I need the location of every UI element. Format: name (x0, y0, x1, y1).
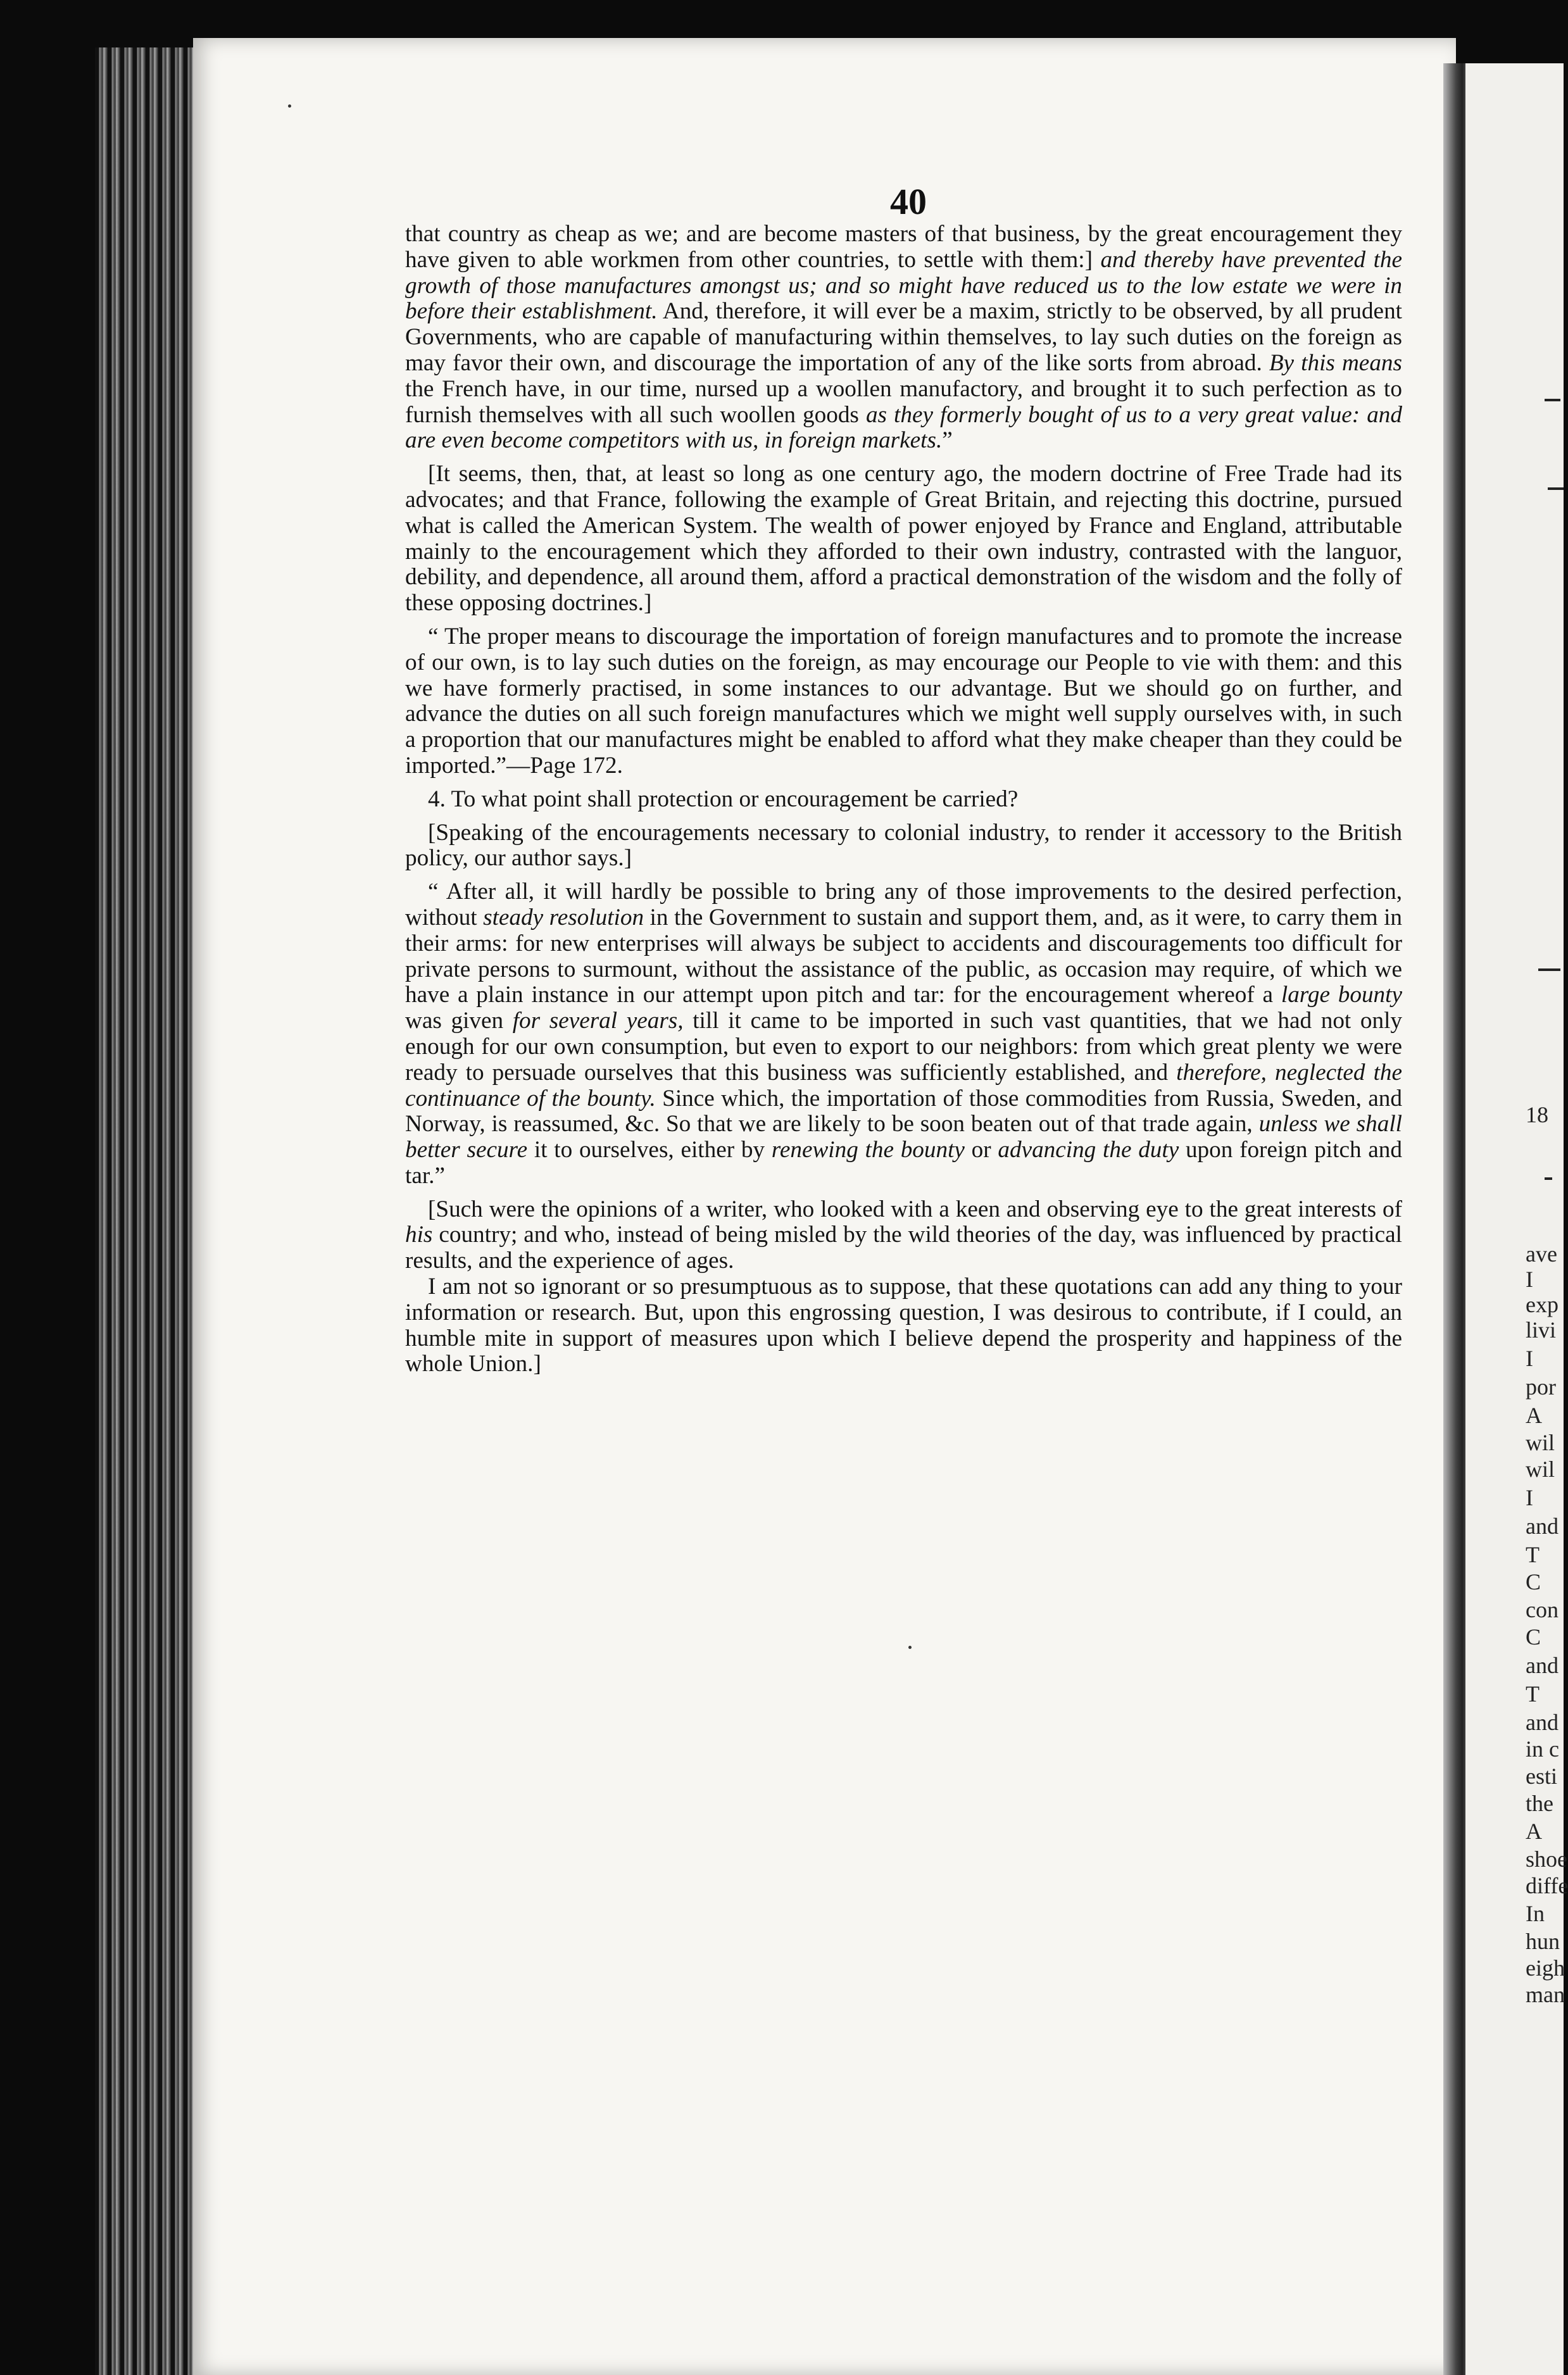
italic-text-segment: renewing the bounty (771, 1137, 965, 1163)
ink-speck (908, 1646, 912, 1649)
adjacent-page-fragment: T (1526, 1542, 1540, 1567)
italic-text-segment: large bounty (1281, 982, 1402, 1008)
page-number: 40 (890, 181, 927, 222)
adjacent-page-mark (1545, 1177, 1552, 1180)
text-segment: in the Government to sustain and support them, and, as it were, to carry them in their arms: for new enterprises will always be subject to accidents and discouragements too difficult for private persons to surmount, without the assistance of the public, as occasion may require, of which we have a plain instance in our attempt upon pitch and tar: for the encouragement whereof a (405, 904, 1402, 1008)
adjacent-page-edge (1465, 63, 1564, 2375)
adjacent-page-fragment: I (1526, 1485, 1533, 1510)
adjacent-page-fragment: wil (1526, 1430, 1555, 1455)
adjacent-page-mark (1545, 399, 1560, 401)
adjacent-page-fragment: the (1526, 1791, 1553, 1816)
adjacent-page-fragment: in c (1526, 1736, 1559, 1762)
adjacent-page-fragment: por (1526, 1374, 1556, 1400)
italic-text-segment: his (405, 1222, 433, 1248)
adjacent-page-fragment: diffe (1526, 1873, 1568, 1898)
italic-text-segment: as they formerly bought of us to a very great value: and are even become competitors with us, in foreign markets. (405, 401, 1402, 454)
adjacent-page-fragment: I (1526, 1346, 1533, 1371)
adjacent-page-fragment: con (1526, 1597, 1559, 1622)
adjacent-page-fragment: and (1526, 1653, 1559, 1678)
text-segment: “ After all, it will hardly be possible to bring any of those improvements to the desired perfection, without (405, 879, 1402, 931)
adjacent-page-fragment: T (1526, 1681, 1540, 1707)
adjacent-page-mark (1538, 968, 1560, 971)
adjacent-page-fragment: C (1526, 1624, 1541, 1650)
text-segment: country; and who, instead of being misled by the wild theories of the day, was influenced by practical results, and the experience of ages. (405, 1222, 1402, 1274)
adjacent-page-fragment: and (1526, 1710, 1559, 1735)
italic-text-segment: and thereby have prevented the growth of those manufactures amongst us; and so might have reduced us to the low estate we were in before their establishment. (405, 246, 1403, 325)
adjacent-page-fragment: A (1526, 1403, 1542, 1428)
adjacent-page-fragment: man (1526, 1982, 1565, 2007)
italic-text-segment: for several years, (512, 1008, 684, 1034)
text-segment: [Speaking of the encouragements necessary to colonial industry, to render it accessory to the British policy, our author says.] (405, 819, 1402, 872)
italic-text-segment: By this means (1269, 349, 1402, 376)
adjacent-page-fragment: I (1526, 1267, 1533, 1292)
italic-text-segment: therefore, neglected the continuance of the bounty. (405, 1059, 1403, 1112)
paragraph-p8 (405, 1274, 1402, 1377)
adjacent-page-fragment: esti (1526, 1764, 1557, 1789)
adjacent-page-fragment: livi (1526, 1317, 1557, 1343)
text-segment: And, therefore, it will ever be a maxim, strictly to be observed, by all prudent Governments, who are capable of manufacturing within themselves, to lay such duties on the foreign as may favor their own, and discourage the importation of any of the like sorts from abroad. (405, 298, 1402, 376)
adjacent-page-fragment: 18 (1526, 1102, 1548, 1127)
text-segment: was given (405, 1008, 513, 1034)
text-segment: the French have, in our time, nursed up a woollen manufactory, and brought it to such perfection as to furnish themselves with all such woollen goods (405, 375, 1402, 428)
italic-text-segment: steady resolution (483, 904, 644, 931)
page-text-body (405, 222, 1402, 1385)
text-segment: [Such were the opinions of a writer, who looked with a keen and observing eye to the great interests of (428, 1196, 1402, 1222)
adjacent-page-fragment: eigh (1526, 1955, 1565, 1981)
adjacent-page-fragment: C (1526, 1569, 1541, 1595)
text-segment: Since which, the importation of those commodities from Russia, Sweden, and Norway, is reassumed, &c. So that we are likely to be soon beaten out of that trade again, (405, 1085, 1402, 1137)
paragraph-p2 (405, 461, 1402, 617)
paragraph-p3 (405, 624, 1402, 779)
adjacent-page-fragment: wil (1526, 1457, 1555, 1482)
paragraph-p7 (405, 1197, 1402, 1274)
text-segment: upon foreign pitch and tar.” (405, 1137, 1402, 1189)
italic-text-segment: advancing the duty (998, 1137, 1179, 1163)
paragraph-p6 (405, 879, 1402, 1189)
adjacent-page-mark (1548, 487, 1564, 490)
text-segment: or (964, 1137, 998, 1163)
text-segment: till it came to be imported in such vast quantities, that we had not only enough for our own consumption, but even to export to our neighbors: from which great plenty we were ready to persuade ourselves that this business was sufficiently established, and (405, 1008, 1402, 1086)
text-segment: 4. To what point shall protection or encouragement be carried? (428, 786, 1019, 812)
italic-text-segment: unless we shall better secure (405, 1111, 1402, 1163)
adjacent-page-fragment: A (1526, 1819, 1542, 1844)
book-binding-edge (95, 47, 203, 2375)
paragraph-p5 (405, 820, 1402, 872)
paragraph-p4 (405, 787, 1402, 813)
text-segment: that country as cheap as we; and are become masters of that business, by the great encouragement they have given to able workmen from other countries, to settle with them:] (405, 221, 1402, 273)
ink-speck (288, 104, 291, 108)
adjacent-page-fragment: shoe (1526, 1846, 1567, 1872)
text-segment: it to ourselves, either by (527, 1137, 772, 1163)
adjacent-page-fragment: ave (1526, 1241, 1557, 1267)
text-segment: I am not so ignorant or so presumptuous as to suppose, that these quotations can add any thing to your information or research. But, upon this engrossing question, I was desirous to contribute, if I could, an humble mite in support of measures upon which I believe depend the prosperity and happiness of the whole Union.] (405, 1274, 1402, 1377)
text-segment: ” (942, 427, 953, 454)
adjacent-page-fragment: exp (1526, 1292, 1559, 1317)
adjacent-page-fragment: In (1526, 1901, 1545, 1926)
adjacent-page-fragment: hun (1526, 1929, 1560, 1954)
adjacent-page-fragment: and (1526, 1513, 1559, 1539)
text-segment: “ The proper means to discourage the importation of foreign manufactures and to promote the increase of our own, is to lay such duties on the foreign, as may encourage our People to vie with them: and this we have formerly practised, in some instances to our advantage. But we should go on further, and advance the duties on all such foreign manufactures which we might well supply ourselves with, in such a proportion that our manufactures might be enabled to afford what they make cheaper than they could be imported.”—Page 172. (405, 623, 1402, 779)
paragraph-p1 (405, 222, 1402, 454)
text-segment: [It seems, then, that, at least so long as one century ago, the modern doctrine of Free Trade had its advocates; and that France, following the example of Great Britain, and rejecting this doctrine, pursued what is called the American System. The wealth of power enjoyed by France and England, attributable mainly to the encouragement which they afforded to their own industry, contrasted with the languor, debility, and dependence, all around them, afford a practical demonstration of the wisdom and the folly of these opposing doctrines.] (405, 461, 1402, 617)
